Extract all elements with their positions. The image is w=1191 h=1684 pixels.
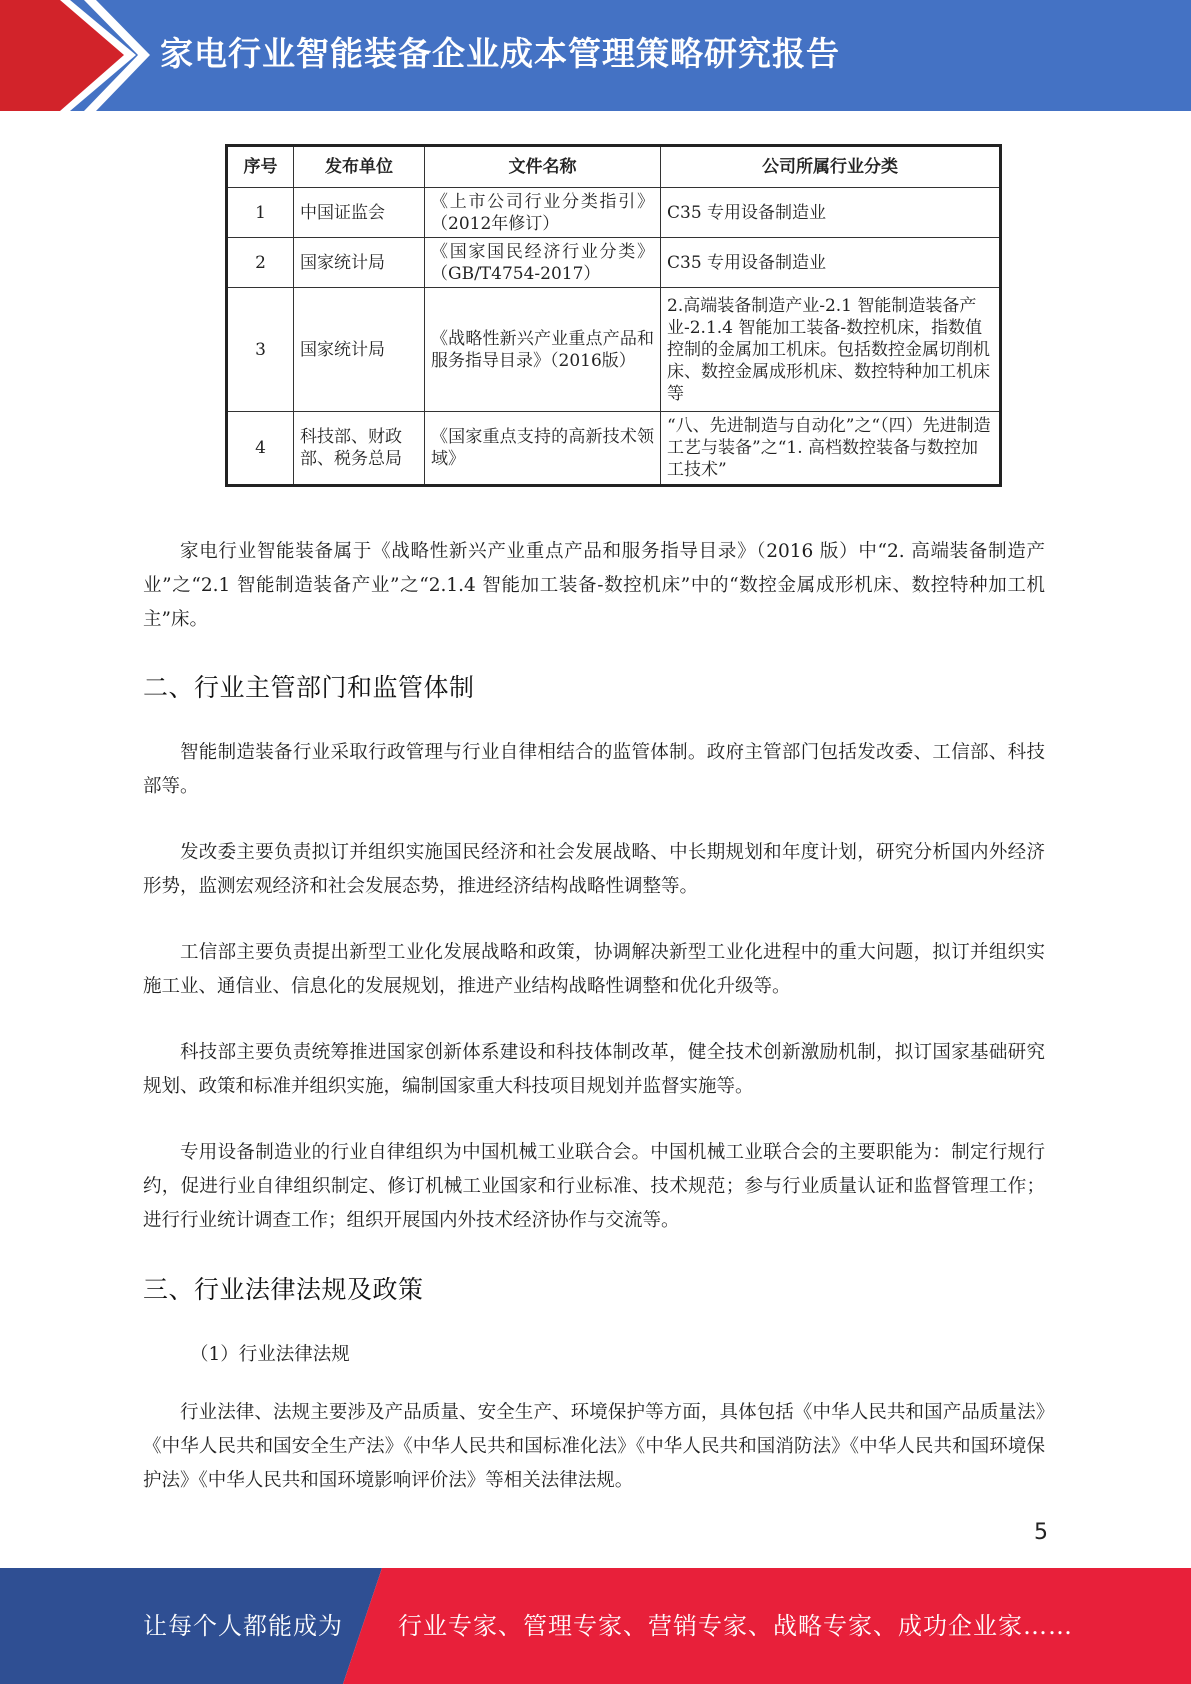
cell-no: 1 [227, 188, 294, 238]
section-heading-regulators: 二、行业主管部门和监管体制 [143, 673, 475, 702]
cell-doc: 《上市公司行业分类指引》（2012年修订） [425, 188, 661, 238]
report-title: 家电行业智能装备企业成本管理策略研究报告 [160, 34, 840, 73]
cell-doc: 《战略性新兴产业重点产品和服务指导目录》（2016版） [425, 288, 661, 412]
col-header-no: 序号 [227, 146, 294, 188]
subheading-laws: （1）行业法律法规 [190, 1344, 350, 1365]
cell-doc: 《国家重点支持的高新技术领域》 [425, 412, 661, 486]
cell-unit: 科技部、财政部、税务总局 [294, 412, 425, 486]
cell-unit: 国家统计局 [294, 288, 425, 412]
cell-classification: 2.高端装备制造产业-2.1 智能制造装备产业-2.1.4 智能加工装备-数控机床，指数值控制的金属加工机床。包括数控金属切削机床、数控金属成形机床、数控特种加工机床等 [661, 288, 1001, 412]
paragraph-industry-association: 专用设备制造业的行业自律组织为中国机械工业联合会。中国机械工业联合会的主要职能为：制定行规行约，促进行业自律组织制定、修订机械工业国家和行业标准、技术规范；参与行业质量认证和监督管理工作；进行行业统计调查工作；组织开展国内外技术经济协作与交流等。 [143, 1142, 1045, 1231]
page-number: 5 [1034, 1520, 1048, 1545]
footer-slogan-right: 行业专家、管理专家、营销专家、战略专家、成功企业家…… [398, 1612, 1073, 1640]
footer-slogan-left: 让每个人都能成为 [143, 1612, 343, 1640]
cell-unit: 中国证监会 [294, 188, 425, 238]
cell-doc: 《国家国民经济行业分类》（GB/T4754-2017） [425, 238, 661, 288]
col-header-doc: 文件名称 [425, 146, 661, 188]
paragraph-most: 科技部主要负责统筹推进国家创新体系建设和科技体制改革，健全技术创新激励机制，拟订国家基础研究规划、政策和标准并组织实施，编制国家重大科技项目规划并监督实施等。 [143, 1042, 1045, 1097]
col-header-unit: 发布单位 [294, 146, 425, 188]
cell-no: 2 [227, 238, 294, 288]
paragraph-classification-note: 家电行业智能装备属于《战略性新兴产业重点产品和服务指导目录》（2016 版）中“2. 高端装备制造产业”之“2.1 智能制造装备产业”之“2.1.4 智能加工装备-数控机床”中的“数控金属成形机床、数控特种加工机主”床。 [143, 541, 1045, 630]
industry-classification-table-wrap [225, 144, 999, 487]
table-row [227, 188, 1001, 238]
cell-classification: C35 专用设备制造业 [661, 188, 1001, 238]
col-header-classification: 公司所属行业分类 [661, 146, 1001, 188]
table-row [227, 238, 1001, 288]
paragraph-miit: 工信部主要负责提出新型工业化发展战略和政策，协调解决新型工业化进程中的重大问题，拟订并组织实施工业、通信业、信息化的发展规划，推进产业结构战略性调整和优化升级等。 [143, 942, 1045, 997]
header-red-arrow [0, 0, 160, 111]
paragraph-laws: 行业法律、法规主要涉及产品质量、安全生产、环境保护等方面，具体包括《中华人民共和国产品质量法》《中华人民共和国安全生产法》《中华人民共和国标准化法》《中华人民共和国消防法》《中华人民共和国环境保护法》《中华人民共和国环境影响评价法》等相关法律法规。 [143, 1402, 1045, 1491]
cell-unit: 国家统计局 [294, 238, 425, 288]
page-footer [0, 1568, 1191, 1684]
industry-classification-table [225, 144, 1002, 487]
table-row [227, 288, 1001, 412]
paragraph-ndrc: 发改委主要负责拟订并组织实施国民经济和社会发展战略、中长期规划和年度计划，研究分析国内外经济形势，监测宏观经济和社会发展态势，推进经济结构战略性调整等。 [143, 842, 1045, 897]
table-row [227, 412, 1001, 486]
section-heading-laws: 三、行业法律法规及政策 [143, 1275, 424, 1304]
table-header-row [227, 146, 1001, 188]
cell-classification: C35 专用设备制造业 [661, 238, 1001, 288]
cell-classification: “八、先进制造与自动化”之“（四）先进制造工艺与装备”之“1. 高档数控装备与数控加工技术” [661, 412, 1001, 486]
cell-no: 3 [227, 288, 294, 412]
page-header [0, 0, 1191, 111]
cell-no: 4 [227, 412, 294, 486]
paragraph-regulatory-system: 智能制造装备行业采取行政管理与行业自律相结合的监管体制。政府主管部门包括发改委、工信部、科技部等。 [143, 742, 1045, 797]
